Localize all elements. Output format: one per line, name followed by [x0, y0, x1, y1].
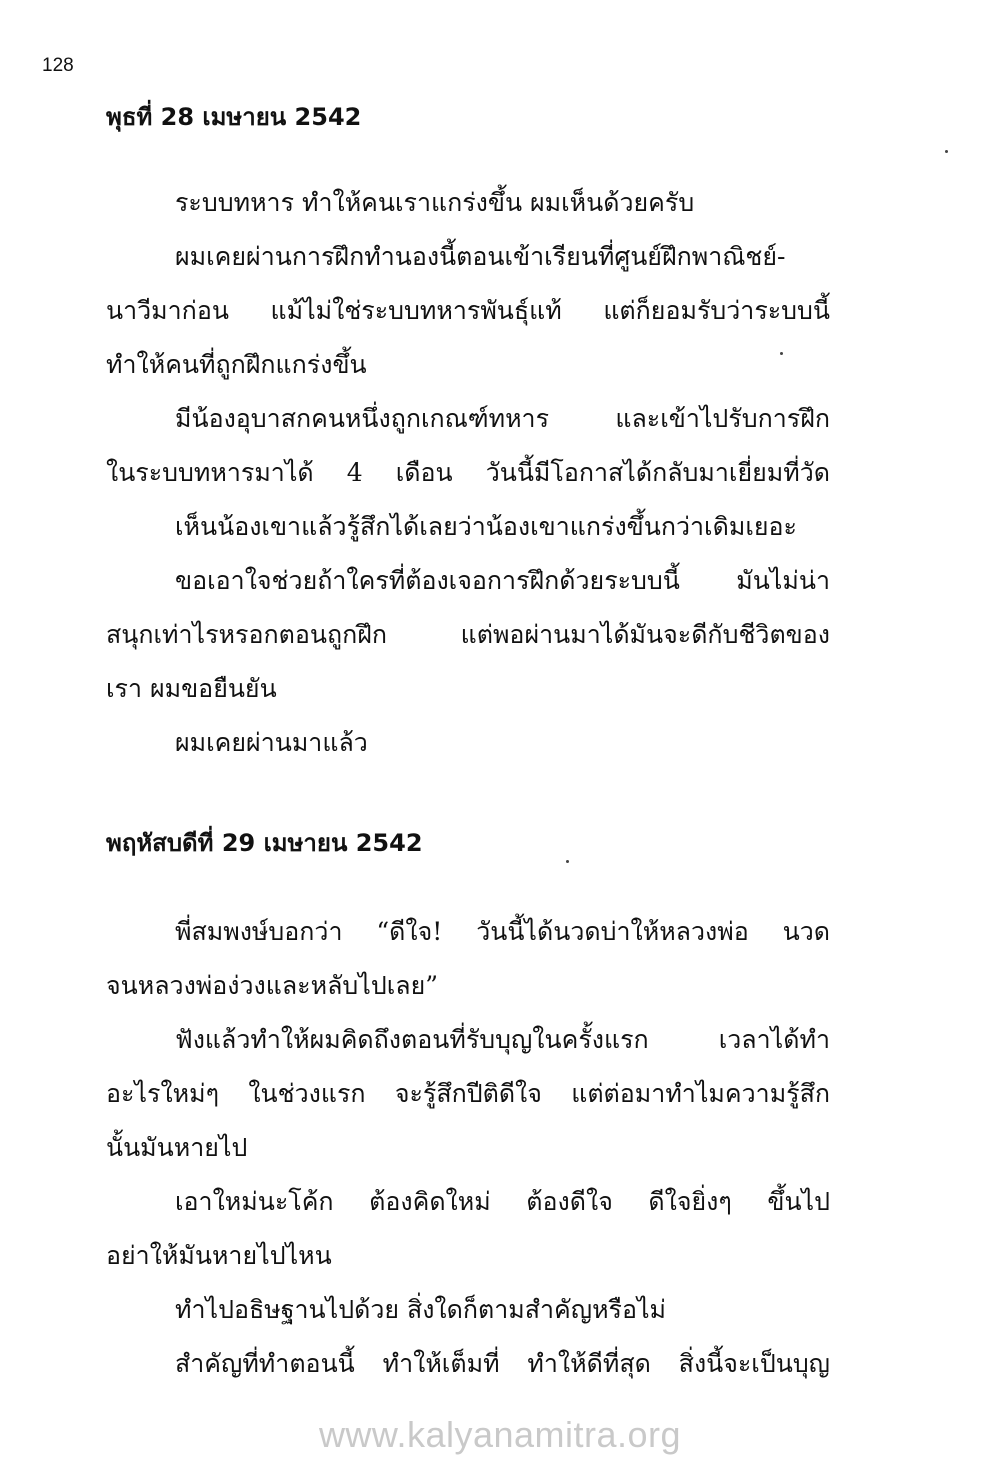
paragraph-line: ฟังแล้วทำให้ผมคิดถึงตอนที่รับบุญในครั้งแรก เวลาได้ทำ	[175, 1025, 830, 1054]
paragraph-line: ระบบทหาร ทำให้คนเราแกร่งขึ้น ผมเห็นด้วยครับ	[175, 188, 695, 217]
paragraph-line: สำคัญที่ทำตอนนี้ ทำให้เต็มที่ ทำให้ดีที่สุด สิ่งนี้จะเป็นบุญ	[175, 1349, 830, 1378]
scan-speck	[780, 352, 783, 355]
scan-speck	[945, 150, 948, 153]
page-number: 128	[42, 55, 74, 76]
paragraph-line: เห็นน้องเขาแล้วรู้สึกได้เลยว่าน้องเขาแกร่งขึ้นกว่าเดิมเยอะ	[175, 512, 797, 541]
paragraph-line: อะไรใหม่ๆ ในช่วงแรก จะรู้สึกปีติดีใจ แต่ต่อมาทำไมความรู้สึก	[106, 1079, 830, 1108]
paragraph-line: เอาใหม่นะโค้ก ต้องคิดใหม่ ต้องดีใจ ดีใจยิ่งๆ ขึ้นไป	[175, 1187, 830, 1216]
paragraph-line: นาวีมาก่อน แม้ไม่ใช่ระบบทหารพันธุ์แท้ แต่ก็ยอมรับว่าระบบนี้	[106, 296, 830, 325]
paragraph-line: ทำไปอธิษฐานไปด้วย สิ่งใดก็ตามสำคัญหรือไม่	[175, 1295, 667, 1324]
entry-date-heading: พฤหัสบดีที่ 29 เมษายน 2542	[106, 829, 423, 857]
paragraph-line: นั้นมันหายไป	[106, 1133, 248, 1162]
paragraph-line: ขอเอาใจช่วยถ้าใครที่ต้องเจอการฝึกด้วยระบบนี้ มันไม่น่า	[175, 566, 830, 595]
paragraph-line: จนหลวงพ่อง่วงและหลับไปเลย”	[106, 971, 438, 1000]
entry-date-heading: พุธที่ 28 เมษายน 2542	[106, 103, 362, 131]
paragraph-line: อย่าให้มันหายไปไหน	[106, 1241, 332, 1270]
paragraph-line: ผมเคยผ่านการฝึกทำนองนี้ตอนเข้าเรียนที่ศูนย์ฝึกพาณิชย์-	[175, 242, 786, 271]
website-watermark: www.kalyanamitra.org	[318, 1414, 682, 1455]
paragraph-line: มีน้องอุบาสกคนหนึ่งถูกเกณฑ์ทหาร และเข้าไปรับการฝึก	[175, 404, 830, 433]
paragraph-line: พี่สมพงษ์บอกว่า “ดีใจ! วันนี้ได้นวดบ่าให้หลวงพ่อ นวด	[175, 917, 830, 946]
paragraph-line: ในระบบทหารมาได้ 4 เดือน วันนี้มีโอกาสได้กลับมาเยี่ยมที่วัด	[106, 458, 830, 487]
entry-body	[106, 905, 830, 1391]
paragraph-line: ผมเคยผ่านมาแล้ว	[175, 728, 368, 757]
paragraph-line: สนุกเท่าไรหรอกตอนถูกฝึก แต่พอผ่านมาได้มันจะดีกับชีวิตของ	[106, 620, 830, 649]
scan-speck	[566, 860, 569, 863]
paragraph-line: ทำให้คนที่ถูกฝึกแกร่งขึ้น	[106, 350, 367, 379]
paragraph-line: เรา ผมขอยืนยัน	[106, 674, 277, 703]
entry-body	[106, 176, 830, 770]
